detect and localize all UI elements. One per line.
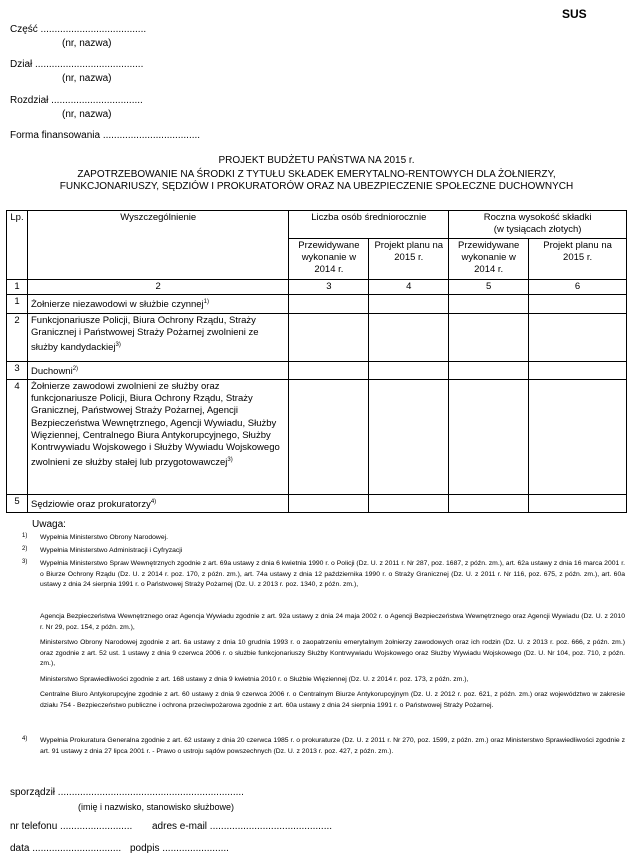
header-group-contribution: Roczna wysokość składki (w tysiącach złotych) (449, 211, 627, 239)
note-mark-3: 3) (22, 559, 28, 565)
cell-input[interactable] (369, 295, 449, 313)
data-field[interactable]: data ................................ (10, 843, 122, 854)
table-row: 2 Funkcjonariusze Policji, Biura Ochrony Rządu, Straży Granicznej i Państwowej Straży Pożarnej zwolnieni ze służby kandydackiej$^{3)}$ (7, 313, 627, 361)
note-3b: Agencja Bezpieczeństwa Wewnętrznego oraz Agencja Wywiadu zgodnie z art. 92a ustawy z dnia 24 maja 2002 r. o Agencji Bezpieczeństwa Wewnętrznego oraz Agencji Wywiadu (Dz. U. z 2010 r. Nr 29, poz. 154, z późn. zm.), (40, 613, 625, 631)
podpis-field[interactable]: podpis ........................ (130, 843, 229, 854)
cell-input[interactable] (369, 494, 449, 512)
title-line-1: PROJEKT BUDŻETU PAŃSTWA NA 2015 r. (218, 155, 415, 166)
table-row: 5 Sędziowie oraz prokuratorzy$^{4)}$ (7, 494, 627, 512)
header-lp: Lp. (7, 211, 28, 280)
cell-input[interactable] (529, 379, 627, 494)
note-1: Wypełnia Ministerstwo Obrony Narodowej. (40, 534, 168, 541)
rozdzial-hint: (nr, nazwa) (62, 109, 112, 120)
header-group-persons: Liczba osób średniorocznie (289, 211, 449, 239)
note-3e: Centralne Biuro Antykorupcyjne zgodnie z art. 60 ustawy z dnia 9 czerwca 2006 r. o Centralnym Biurze Antykorupcyjnym (Dz. U. z 2012 r. poz. 621, z późn. zm.) oraz województwo w zakresie działu 754 - Bezpieczeństwo publiczne i ochrona przeciwpożarowa zgodnie z art. 60a ustawy z dnia 24 sierpnia 1991 r. o Państwowej Straży Pożarnej. (40, 691, 625, 709)
note-3d: Ministerstwo Sprawiedliwości zgodnie z art. 168 ustawy z dnia 9 kwietnia 2010 r. o Służbie Więziennej (Dz. U. z 2014 r. poz. 173, z późn. zm.), (40, 676, 469, 683)
cell-input[interactable] (529, 313, 627, 361)
dzial-hint: (nr, nazwa) (62, 73, 112, 84)
cell-input[interactable] (289, 313, 369, 361)
cell-input[interactable] (449, 313, 529, 361)
header-sub-3: Przewidywane wykonanie w 2014 r. (449, 239, 529, 280)
cell-input[interactable] (289, 379, 369, 494)
cell-input[interactable] (369, 361, 449, 379)
header-sub-1: Przewidywane wykonanie w 2014 r. (289, 239, 369, 280)
note-mark-2: 2) (22, 546, 28, 552)
cell-input[interactable] (529, 295, 627, 313)
cell-input[interactable] (369, 379, 449, 494)
note-2: Wypełnia Ministerstwo Administracji i Cyfryzacji (40, 547, 183, 554)
title-line-3: FUNKCJONARIUSZY, SĘDZIÓW I PROKURATORÓW ORAZ NA UBEZPIECZENIE SPOŁECZNE DUCHOWNYCH (59, 181, 574, 192)
forma-finansowania-field[interactable]: Forma finansowania ................................... (10, 130, 201, 141)
cell-input[interactable] (289, 361, 369, 379)
note-3a: Wypełnia Ministerstwo Spraw Wewnętrznych zgodnie z art. 69a ustawy z dnia 6 kwietnia 1990 r. o Policji (Dz. U. z 2011 r. Nr 287, poz. 1687, z późn. zm.), art. 62a ustawy z dnia 16 marca 2001 r. o Biurze Ochrony Rządu (Dz. U. z 2014 r. poz. 170, z późn. zm.), art. 74a ustawy z dnia 12 października 1990 r. o Straży Granicznej (Dz. U. z 2011 r. Nr 116, poz. 675, z późn. zm.), art. 60a ustawy z dnia 24 sierpnia 1991 r. o Państwowej Straży Pożarnej (Dz. U. z 2013 r. poz. 1340, z późn. zm.), (40, 560, 625, 588)
cell-input[interactable] (529, 361, 627, 379)
note-mark-1: 1) (22, 533, 28, 539)
cell-input[interactable] (449, 361, 529, 379)
title-line-2: ZAPOTRZEBOWANIE NA ŚRODKI Z TYTUŁU SKŁADEK EMERYTALNO-RENTOWYCH DLA ŻOŁNIERZY, (77, 169, 556, 180)
czesc-hint: (nr, nazwa) (62, 38, 112, 49)
cell-input[interactable] (289, 494, 369, 512)
header-sub-2: Projekt planu na 2015 r. (369, 239, 449, 280)
cell-input[interactable] (449, 379, 529, 494)
cell-input[interactable] (449, 295, 529, 313)
sporzadzil-field[interactable]: sporządził ................................................................... (10, 787, 244, 798)
email-field[interactable]: adres e-mail ............................................ (152, 821, 333, 832)
budget-table (6, 210, 627, 513)
table-row: 3 Duchowni$^{2)}$ (7, 361, 627, 379)
cell-input[interactable] (449, 494, 529, 512)
sporzadzil-hint: (imię i nazwisko, stanowisko służbowe) (78, 802, 235, 812)
notes-heading: Uwaga: (32, 519, 66, 530)
note-4: Wypełnia Prokuratura Generalna zgodnie z art. 62 ustawy z dnia 20 czerwca 1985 r. o prokuraturze (Dz. U. z 2011 r. Nr 270, poz. 1599, z późn. zm.) oraz Ministerstwo Sprawiedliwości zgodnie z art. 91 ustawy z dnia 27 lipca 2001 r. - Prawo o ustroju sądów powszechnych (Dz. U. z 2013 r. poz. 427, z późn. zm.). (40, 737, 625, 755)
telefon-field[interactable]: nr telefonu .......................... (10, 821, 133, 832)
cell-input[interactable] (529, 494, 627, 512)
note-mark-4: 4) (22, 736, 28, 742)
column-number-row: 1 2 3 4 5 6 (7, 280, 627, 295)
header-sub-4: Projekt planu na 2015 r. (529, 239, 627, 280)
cell-input[interactable] (289, 295, 369, 313)
table-row: 1 Żołnierze niezawodowi w służbie czynnej$^{1)}$ (7, 295, 627, 313)
form-code: SUS (562, 7, 587, 21)
rozdzial-field[interactable]: Rozdział ................................. (10, 95, 143, 106)
dzial-field[interactable]: Dział ....................................... (10, 59, 144, 70)
cell-input[interactable] (369, 313, 449, 361)
czesc-field[interactable]: Część ...................................... (10, 24, 147, 35)
table-row: 4 Żołnierze zawodowi zwolnieni ze służby oraz funkcjonariusze Policji, Biura Ochrony Rządu, Straży Granicznej, Państwowej Straży Pożarnej, Agencji Bezpieczeństwa Wewnętrznego, Agencji Wywiadu, Służby Więziennej, Centralnego Biura Antykorupcyjnego, Służby Kontrwywiadu Wojskowego i Służby Wywiadu Wojskowego zwolnieni ze służby stałej lub przygotowawczej$^{3)}$ (7, 379, 627, 494)
note-3c: Ministerstwo Obrony Narodowej zgodnie z art. 6a ustawy z dnia 10 grudnia 1993 r. o zaopatrzeniu emerytalnym żołnierzy zawodowych oraz ich rodzin (Dz. U. z 2013 r. poz. 666, z późn. zm.) oraz zgodnie z art. 52 ust. 1 ustawy z dnia 9 czerwca 2006 r. o służbie funkcjonariuszy Służby Kontrwywiadu Wojskowego oraz Służby Wywiadu Wojskowego (Dz. U. Nr 104, poz. 710, z późn. zm.), (40, 639, 625, 667)
header-description: Wyszczególnienie (27, 211, 288, 280)
